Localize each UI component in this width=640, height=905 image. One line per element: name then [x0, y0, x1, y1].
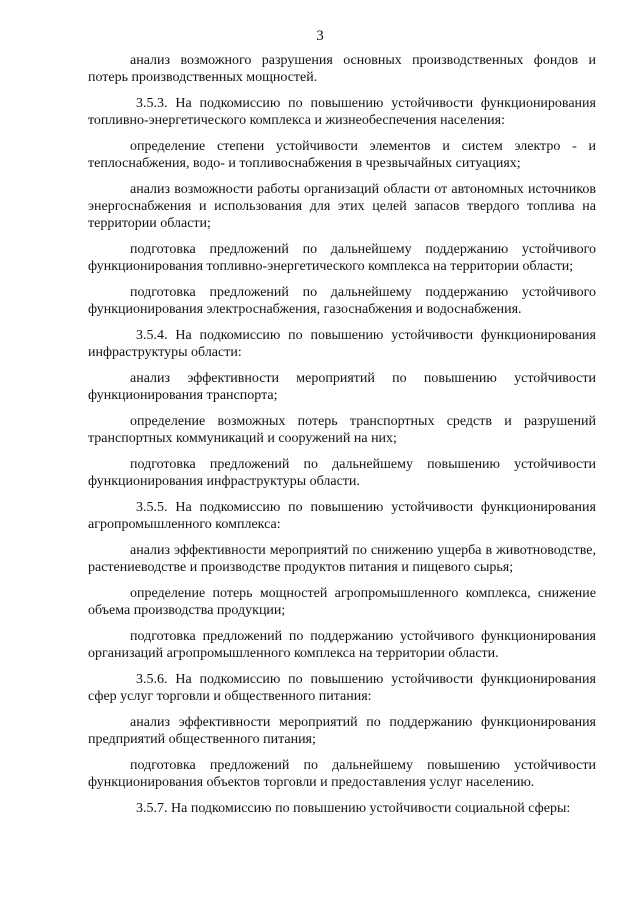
paragraph: подготовка предложений по поддержанию устойчивого функционирования организаций агропромышленного комплекса на территории области. — [88, 629, 596, 661]
section-heading-3-5-6: 3.5.6. На подкомиссию по повышению устойчивости функционирования сфер услуг торговли и общественного питания: — [88, 672, 596, 704]
section-heading-3-5-4: 3.5.4. На подкомиссию по повышению устойчивости функционирования инфраструктуры области: — [88, 328, 596, 360]
paragraph: подготовка предложений по дальнейшему повышению устойчивости функционирования инфраструктуры области. — [88, 457, 596, 489]
section-heading-3-5-5: 3.5.5. На подкомиссию по повышению устойчивости функционирования агропромышленного комплекса: — [88, 500, 596, 532]
paragraph: подготовка предложений по дальнейшему поддержанию устойчивого функционирования электроснабжения, газоснабжения и водоснабжения. — [88, 285, 596, 317]
page-number: 3 — [316, 28, 324, 44]
paragraph: анализ эффективности мероприятий по снижению ущерба в животноводстве, растениеводстве и производстве продуктов питания и пищевого сырья; — [88, 543, 596, 575]
paragraph: анализ эффективности мероприятий по поддержанию функционирования предприятий общественного питания; — [88, 715, 596, 747]
paragraph: подготовка предложений по дальнейшему повышению устойчивости функционирования объектов торговли и предоставления услуг населению. — [88, 758, 596, 790]
section-heading-3-5-3: 3.5.3. На подкомиссию по повышению устойчивости функционирования топливно-энергетического комплекса и жизнеобеспечения населения: — [88, 96, 596, 128]
paragraph: анализ эффективности мероприятий по повышению устойчивости функционирования транспорта; — [88, 371, 596, 403]
paragraph: анализ возможного разрушения основных производственных фондов и потерь производственных мощностей. — [88, 53, 596, 85]
paragraph: подготовка предложений по дальнейшему поддержанию устойчивого функционирования топливно-энергетического комплекса на территории области; — [88, 242, 596, 274]
paragraph: определение потерь мощностей агропромышленного комплекса, снижение объема производства продукции; — [88, 586, 596, 618]
section-heading-3-5-7: 3.5.7. На подкомиссию по повышению устойчивости социальной сферы: — [136, 801, 571, 816]
document-body — [88, 52, 596, 826]
paragraph: определение возможных потерь транспортных средств и разрушений транспортных коммуникаций и сооружений на них; — [88, 414, 596, 446]
paragraph: определение степени устойчивости элементов и систем электро - и теплоснабжения, водо- и топливоснабжения в чрезвычайных ситуациях; — [88, 139, 596, 171]
paragraph: анализ возможности работы организаций области от автономных источников энергоснабжения и использования для этих целей запасов твердого топлива на территории области; — [88, 182, 596, 231]
